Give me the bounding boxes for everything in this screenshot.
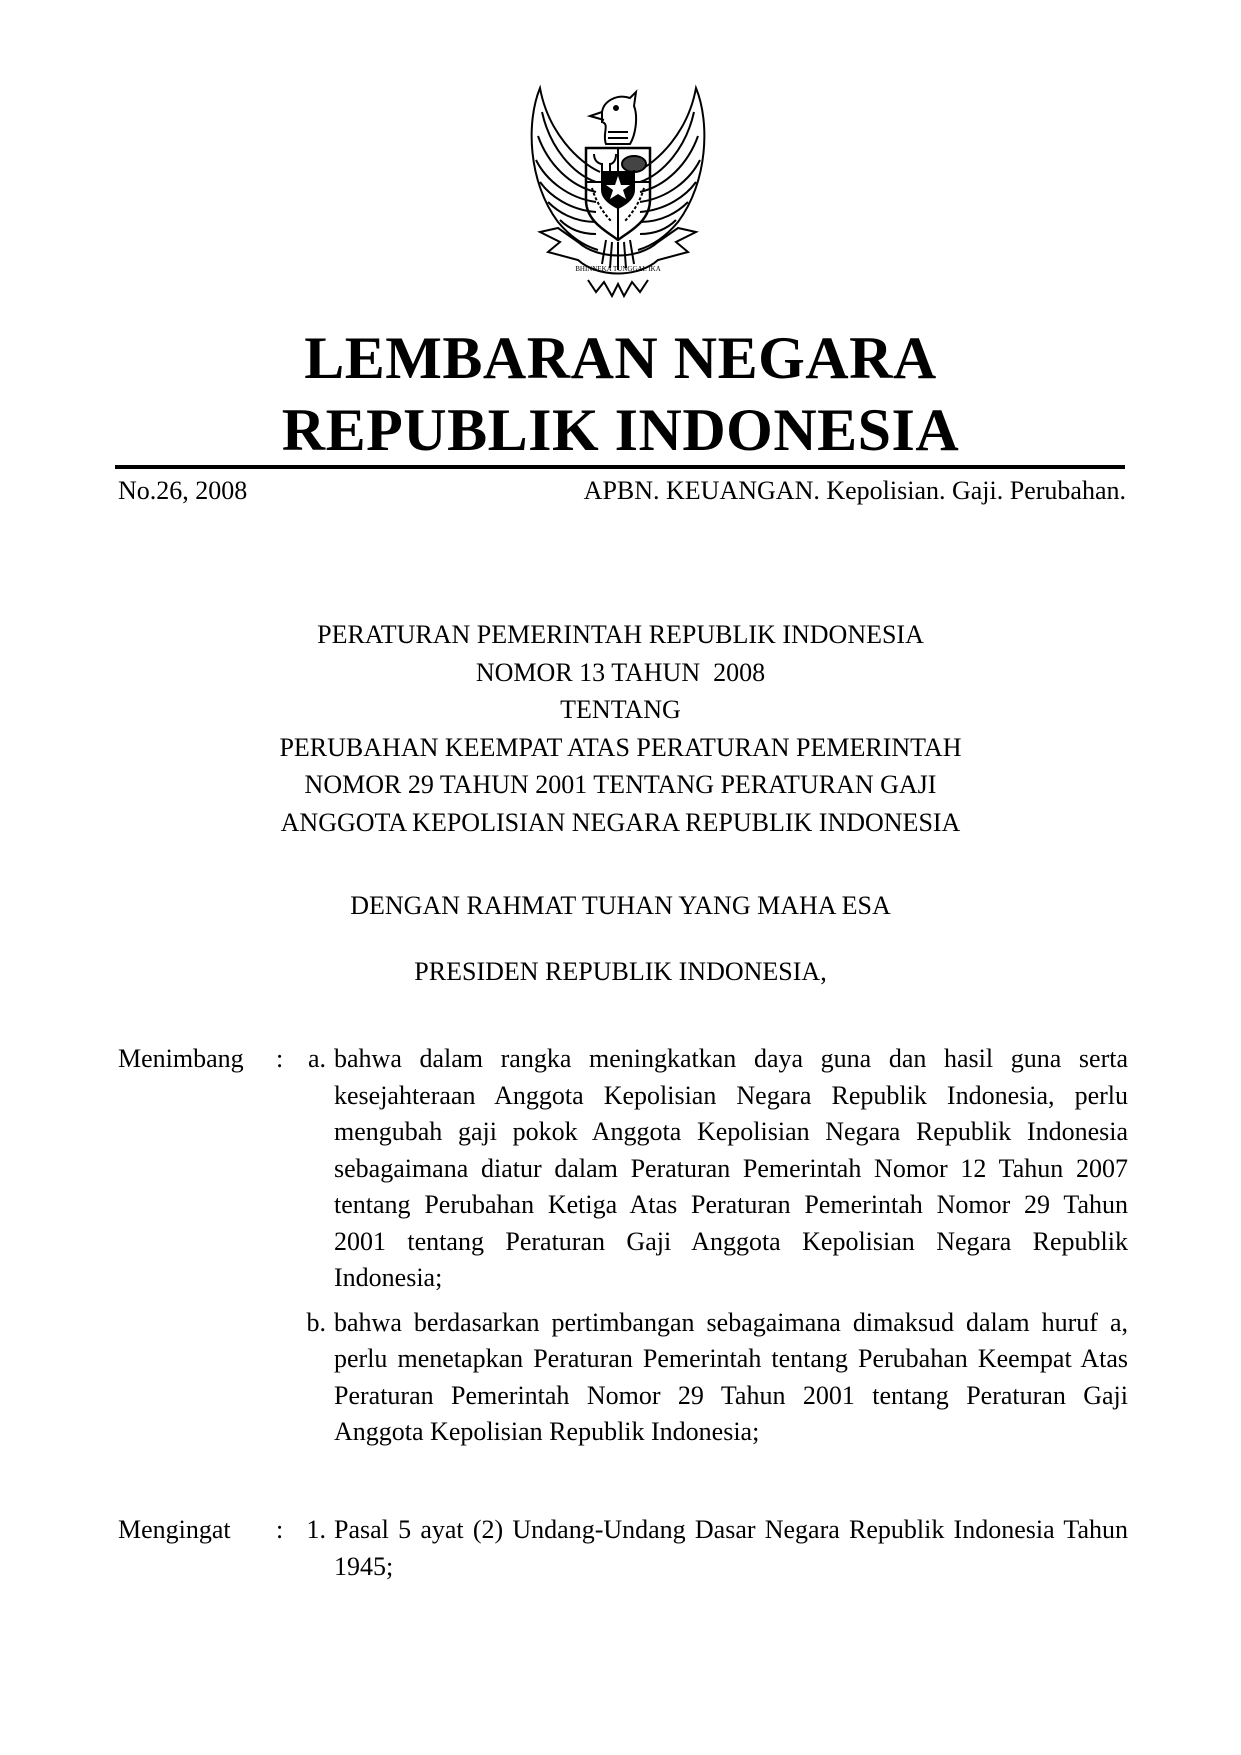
menimbang-item-b bbox=[118, 1305, 1128, 1451]
section-colon: : bbox=[276, 1515, 284, 1544]
menimbang-item-a bbox=[118, 1041, 1128, 1297]
item-marker: 1. bbox=[306, 1515, 326, 1544]
heading-line: NOMOR 13 TAHUN 2008 bbox=[475, 657, 766, 687]
item-text: Pasal 5 ayat (2) Undang-Undang Dasar Negara Republik Indonesia Tahun 1945; bbox=[334, 1515, 1128, 1581]
heading-line: NOMOR 29 TAHUN 2001 TENTANG PERATURAN GAJI bbox=[304, 770, 937, 799]
gazette-subject: APBN. KEUANGAN. Kepolisian. Gaji. Perubahan. bbox=[583, 476, 1126, 505]
menimbang-section bbox=[118, 1041, 1128, 1451]
section-label: Mengingat bbox=[118, 1515, 231, 1544]
mengingat-section bbox=[118, 1512, 1128, 1585]
garuda-emblem-icon bbox=[518, 82, 718, 304]
section-label: Menimbang bbox=[118, 1044, 244, 1073]
regulation-heading bbox=[0, 616, 1241, 841]
opening-phrase: DENGAN RAHMAT TUHAN YANG MAHA ESA bbox=[350, 891, 891, 920]
item-text: bahwa dalam rangka meningkatkan daya guna dan hasil guna serta kesejahteraan Anggota Kepolisian Negara Republik Indonesia, perlu mengubah gaji pokok Anggota Kepolisian Negara Republik Indonesia sebagaimana diatur dalam Peraturan Pemerintah Nomor 12 Tahun 2007 tentang Perubahan Ketiga Atas Peraturan Pemerintah Nomor 29 Tahun 2001 tentang Peraturan Gaji Anggota Kepolisian Negara Republik Indonesia; bbox=[334, 1044, 1128, 1292]
heading-line: TENTANG bbox=[560, 695, 681, 724]
header-divider bbox=[115, 465, 1125, 469]
heading-line: PERATURAN PEMERINTAH REPUBLIK INDONESIA bbox=[317, 620, 924, 649]
emblem-motto: BHINNEKA TUNGGAL IKA bbox=[575, 265, 661, 273]
gazette-number: No.26, 2008 bbox=[118, 476, 248, 505]
issuer-line: PRESIDEN REPUBLIK INDONESIA, bbox=[414, 957, 827, 986]
section-colon: : bbox=[276, 1044, 284, 1073]
item-marker: b. bbox=[306, 1307, 326, 1337]
heading-line: PERUBAHAN KEEMPAT ATAS PERATURAN PEMERINTAH bbox=[279, 732, 962, 762]
item-text: bahwa berdasarkan pertimbangan sebagaimana dimaksud dalam huruf a, perlu menetapkan Peraturan Pemerintah tentang Perubahan Keempat Atas Peraturan Pemerintah Nomor 29 Tahun 2001 tentang Peraturan Gaji Anggota Kepolisian Republik Indonesia; bbox=[334, 1307, 1128, 1446]
gazette-title-line2: REPUBLIK INDONESIA bbox=[281, 397, 960, 463]
mengingat-item-1 bbox=[118, 1512, 1128, 1585]
gazette-title-line1: LEMBARAN NEGARA bbox=[304, 325, 937, 391]
item-marker: a. bbox=[307, 1044, 326, 1073]
heading-line: ANGGOTA KEPOLISIAN NEGARA REPUBLIK INDONESIA bbox=[280, 807, 961, 837]
